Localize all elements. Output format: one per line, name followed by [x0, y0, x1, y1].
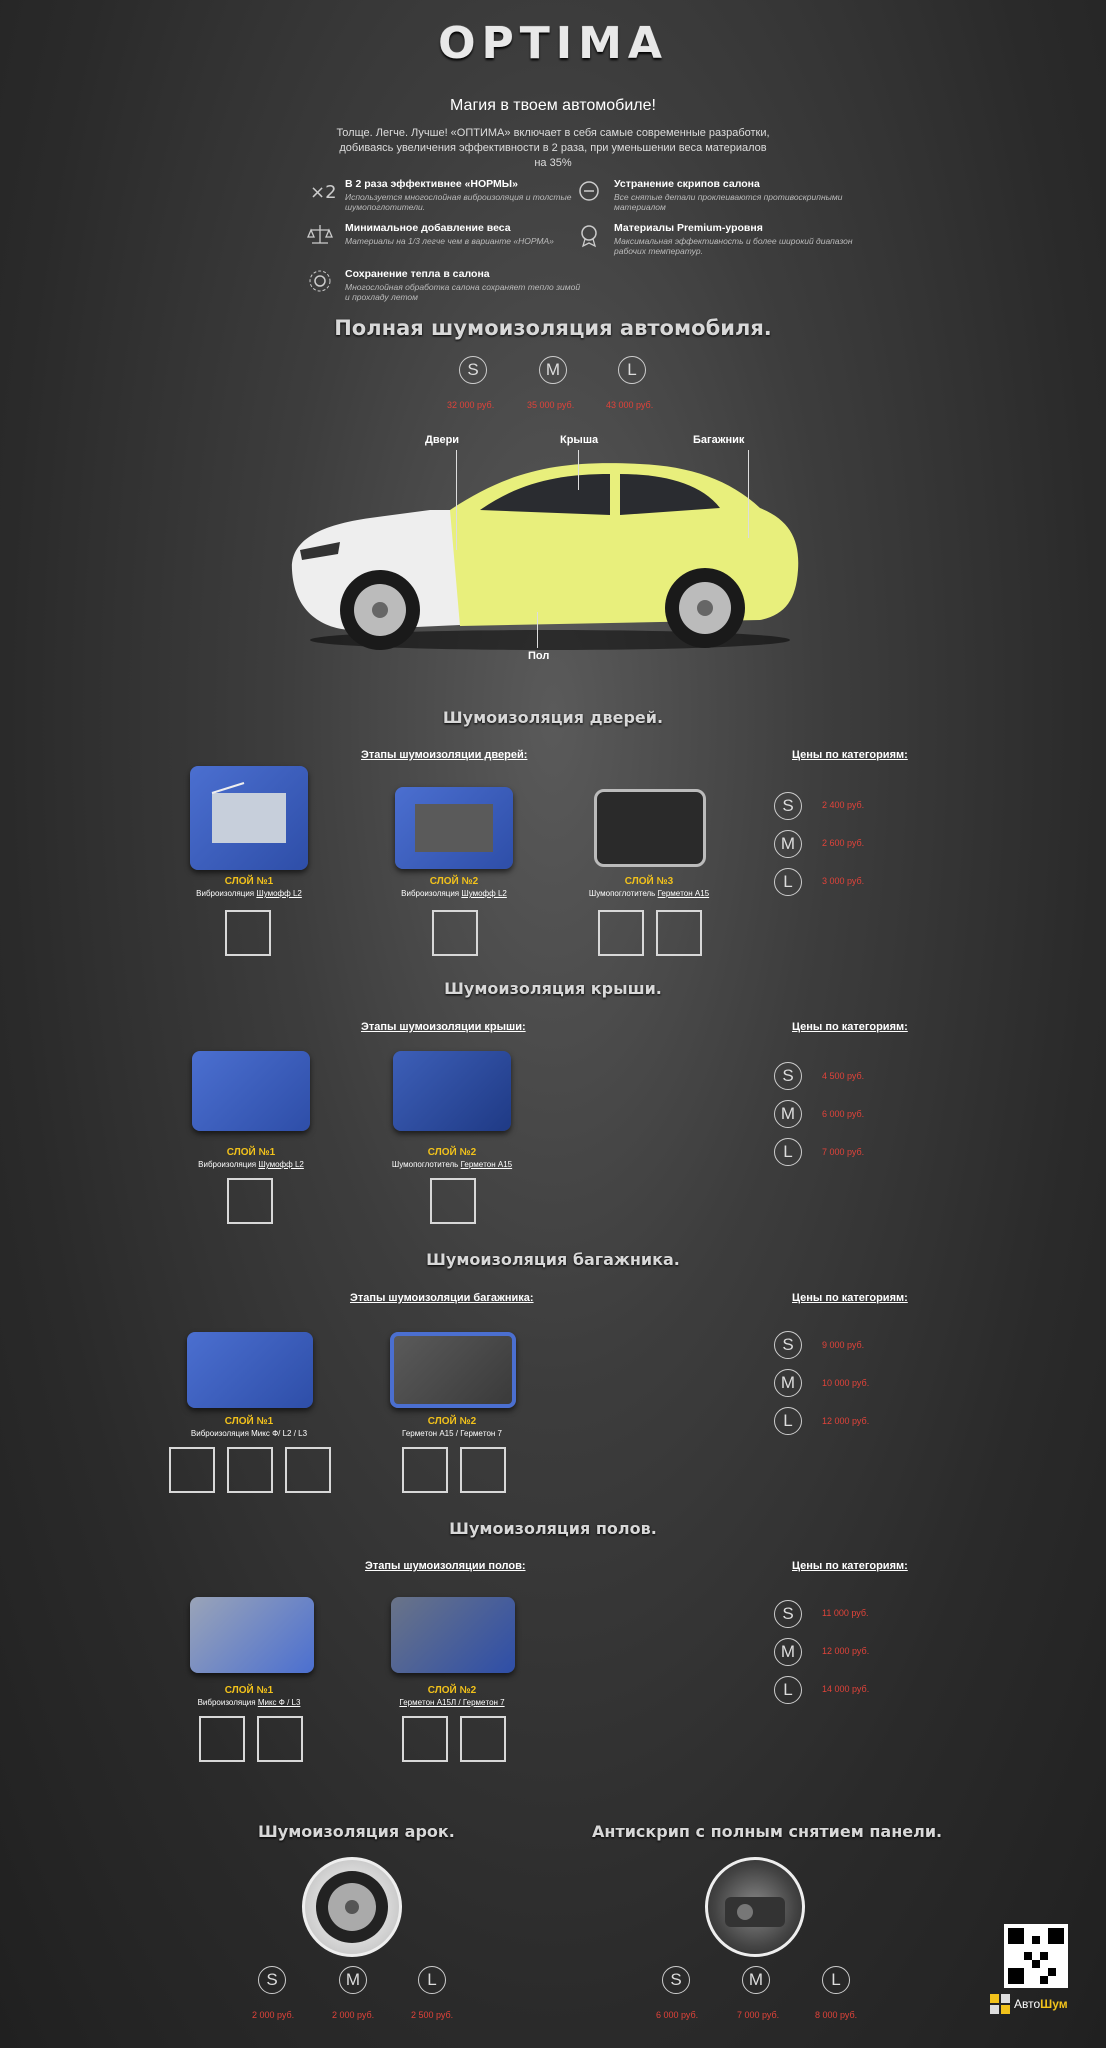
- logo: OPTIMA: [438, 18, 668, 69]
- arches-image: [302, 1857, 402, 1957]
- antisqueak-title: Антискрип с полным снятием панели.: [592, 1822, 943, 1841]
- dashboard-icon: [715, 1867, 795, 1947]
- antisqueak-image: [705, 1857, 805, 1957]
- door-panel-icon: [409, 798, 499, 858]
- x2-icon: [307, 178, 337, 204]
- feature-warmth: Сохранение тепла в салона Многослойная обработка салона сохраняет тепло зимой и прохладу летом: [345, 268, 585, 302]
- door-layer1-image: [190, 766, 308, 870]
- trunk-price-s: 9 000 руб.: [822, 1340, 865, 1350]
- tagline: Магия в твоем автомобиле!: [450, 97, 656, 114]
- svg-text:×2: ×2: [310, 182, 337, 203]
- arches-title: Шумоизоляция арок.: [258, 1822, 455, 1841]
- arches-price-m: 2 000 руб.: [332, 2010, 375, 2020]
- antisqueak-size-m[interactable]: M: [742, 1966, 770, 1994]
- roof-layer2-title: СЛОЙ №2: [427, 1147, 477, 1158]
- size-m[interactable]: M: [539, 356, 567, 384]
- doors-stages: Этапы шумоизоляции дверей:: [361, 749, 528, 761]
- full-title: Полная шумоизоляция автомобиля.: [334, 316, 772, 340]
- price-s: 32 000 руб.: [447, 400, 495, 410]
- trunk-price-l: 12 000 руб.: [822, 1416, 870, 1426]
- roof-price-m: 6 000 руб.: [822, 1109, 865, 1119]
- doors-price-m: 2 600 руб.: [822, 838, 865, 848]
- size-l[interactable]: L: [618, 356, 646, 384]
- trunk-layer2-title: СЛОЙ №2: [427, 1416, 477, 1427]
- brand-logo: АвтоШум: [990, 1994, 1068, 2014]
- scales-icon: [307, 222, 333, 248]
- antisqueak-size-l[interactable]: L: [822, 1966, 850, 1994]
- door-layer2-title: СЛОЙ №2: [429, 876, 479, 887]
- arches-size-s[interactable]: S: [258, 1966, 286, 1994]
- antisqueak-price-m: 7 000 руб.: [737, 2010, 780, 2020]
- antisqueak-size-s[interactable]: S: [662, 1966, 690, 1994]
- floor-title: Шумоизоляция полов.: [449, 1519, 657, 1538]
- feature-premium: Материалы Premium-уровня Максимальная эффективность и более широкий диапазон рабочих температур.: [614, 222, 854, 256]
- size-s[interactable]: S: [459, 356, 487, 384]
- arches-price-s: 2 000 руб.: [252, 2010, 295, 2020]
- product-box[interactable]: [460, 1716, 506, 1762]
- door-layer3-image: [594, 789, 706, 867]
- product-box[interactable]: [460, 1447, 506, 1493]
- roof-prices-header: Цены по категориям:: [792, 1021, 908, 1033]
- product-box[interactable]: [430, 1178, 476, 1224]
- door-layer2-image: [395, 787, 513, 869]
- roof-size-m[interactable]: M: [774, 1100, 802, 1128]
- car-diagram: [280, 430, 820, 660]
- roof-layer2-desc: Шумопоглотитель Гермeтон А15: [391, 1160, 513, 1169]
- arches-price-l: 2 500 руб.: [411, 2010, 454, 2020]
- trunk-price-m: 10 000 руб.: [822, 1378, 870, 1388]
- qr-code[interactable]: [1004, 1924, 1068, 1988]
- product-box[interactable]: [432, 910, 478, 956]
- roof-price-l: 7 000 руб.: [822, 1147, 865, 1157]
- floor-size-m[interactable]: M: [774, 1638, 802, 1666]
- product-box[interactable]: [402, 1716, 448, 1762]
- floor-price-s: 11 000 руб.: [822, 1608, 869, 1618]
- door-panel-icon: [204, 783, 294, 853]
- qr-icon: [1008, 1928, 1064, 1984]
- trunk-layer1-title: СЛОЙ №1: [224, 1416, 274, 1427]
- trunk-title: Шумоизоляция багажника.: [426, 1250, 680, 1269]
- doors-prices-header: Цены по категориям:: [792, 749, 908, 761]
- trunk-layer1-desc: Виброизоляция Микс Ф/ L2 / L3: [190, 1429, 308, 1438]
- antisqueak-price-s: 6 000 руб.: [656, 2010, 699, 2020]
- roof-layer1-desc: Виброизоляция Шумофф L2: [198, 1160, 304, 1169]
- arches-size-l[interactable]: L: [418, 1966, 446, 1994]
- door-layer3-desc: Шумопоглотитель Гермeтон А15: [588, 889, 710, 898]
- trunk-size-l[interactable]: L: [774, 1407, 802, 1435]
- product-box[interactable]: [656, 910, 702, 956]
- trunk-stages: Этапы шумоизоляции багажника:: [350, 1292, 534, 1304]
- label-doors: Двери: [425, 434, 460, 446]
- trunk-layer2-desc: Гермeтон А15 / Гермeтон 7: [402, 1429, 502, 1438]
- label-trunk: Багажник: [693, 434, 745, 446]
- door-layer1-title: СЛОЙ №1: [224, 876, 274, 887]
- intro-text: Толще. Легче. Лучше! «ОПТИМА» включает в себя самые современные разработки, добиваясь увеличения эффективности в 2 раза, при уменьшении веса материалов на 35%: [336, 127, 770, 169]
- feature-efficiency: ×2 В 2 раза эффективнее «НОРМЫ» Используется многослойная виброизоляция и толстые шумопоглотители.: [345, 178, 585, 212]
- car-image: [280, 430, 820, 660]
- feature-weight: Минимальное добавление веса Материалы на 1/3 легче чем в варианте «НОРМА»: [345, 222, 585, 246]
- roof-price-s: 4 500 руб.: [822, 1071, 865, 1081]
- product-box[interactable]: [402, 1447, 448, 1493]
- floor-layer1-image: [190, 1597, 314, 1673]
- floor-stages: Этапы шумоизоляции полов:: [365, 1560, 526, 1572]
- premium-icon: [576, 222, 602, 248]
- leader-trunk: [748, 450, 749, 538]
- trunk-prices-header: Цены по категориям:: [792, 1292, 908, 1304]
- roof-layer1-title: СЛОЙ №1: [226, 1147, 276, 1158]
- arches-size-m[interactable]: M: [339, 1966, 367, 1994]
- doors-price-s: 2 400 руб.: [822, 800, 865, 810]
- floor-layer1-desc: Виброизоляция Микс Ф / L3: [197, 1698, 301, 1707]
- floor-price-l: 14 000 руб.: [822, 1684, 870, 1694]
- price-l: 43 000 руб.: [606, 400, 654, 410]
- product-box[interactable]: [257, 1716, 303, 1762]
- product-box[interactable]: [285, 1447, 331, 1493]
- door-layer2-desc: Виброизоляция Шумофф L2: [401, 889, 507, 898]
- floor-layer2-title: СЛОЙ №2: [427, 1685, 477, 1696]
- roof-layer1-image: [192, 1051, 310, 1131]
- floor-size-s[interactable]: S: [774, 1600, 802, 1628]
- floor-layer2-desc: Гермeтон А15Л / Гермeтон 7: [399, 1698, 505, 1707]
- product-box[interactable]: [598, 910, 644, 956]
- trunk-size-s[interactable]: S: [774, 1331, 802, 1359]
- floor-size-l[interactable]: L: [774, 1676, 802, 1704]
- doors-size-m[interactable]: M: [774, 830, 802, 858]
- label-roof: Крыша: [560, 434, 599, 446]
- roof-size-s[interactable]: S: [774, 1062, 802, 1090]
- door-layer1-desc: Виброизоляция Шумофф L2: [196, 889, 302, 898]
- product-box[interactable]: [227, 1447, 273, 1493]
- wheel-icon: [312, 1867, 392, 1947]
- doors-size-l[interactable]: L: [774, 868, 802, 896]
- doors-price-l: 3 000 руб.: [822, 876, 865, 886]
- floor-layer2-image: [391, 1597, 515, 1673]
- label-floor: Пол: [528, 650, 550, 662]
- product-box[interactable]: [169, 1447, 215, 1493]
- floor-price-m: 12 000 руб.: [822, 1646, 870, 1656]
- antisqueak-price-l: 8 000 руб.: [815, 2010, 858, 2020]
- roof-title: Шумоизоляция крыши.: [444, 979, 662, 998]
- leader-floor: [537, 612, 538, 648]
- warmth-icon: [307, 268, 333, 294]
- product-box[interactable]: [225, 910, 271, 956]
- leader-doors: [456, 450, 457, 550]
- roof-layer2-image: [393, 1051, 511, 1131]
- door-layer3-title: СЛОЙ №3: [624, 876, 674, 887]
- feature-squeak: Устранение скрипов салона Все снятые детали проклеиваются противоскрипными материалом: [614, 178, 854, 212]
- price-m: 35 000 руб.: [527, 400, 575, 410]
- leader-roof: [578, 450, 579, 490]
- product-box[interactable]: [227, 1178, 273, 1224]
- floor-prices-header: Цены по категориям:: [792, 1560, 908, 1572]
- trunk-layer1-image: [187, 1332, 313, 1408]
- floor-layer1-title: СЛОЙ №1: [224, 1685, 274, 1696]
- trunk-size-m[interactable]: M: [774, 1369, 802, 1397]
- roof-stages: Этапы шумоизоляции крыши:: [361, 1021, 526, 1033]
- roof-size-l[interactable]: L: [774, 1138, 802, 1166]
- doors-size-s[interactable]: S: [774, 792, 802, 820]
- trunk-layer2-image: [390, 1332, 516, 1408]
- brand-icon: [990, 1994, 1010, 2014]
- squeak-icon: [576, 178, 602, 204]
- product-box[interactable]: [199, 1716, 245, 1762]
- doors-title: Шумоизоляция дверей.: [442, 708, 664, 727]
